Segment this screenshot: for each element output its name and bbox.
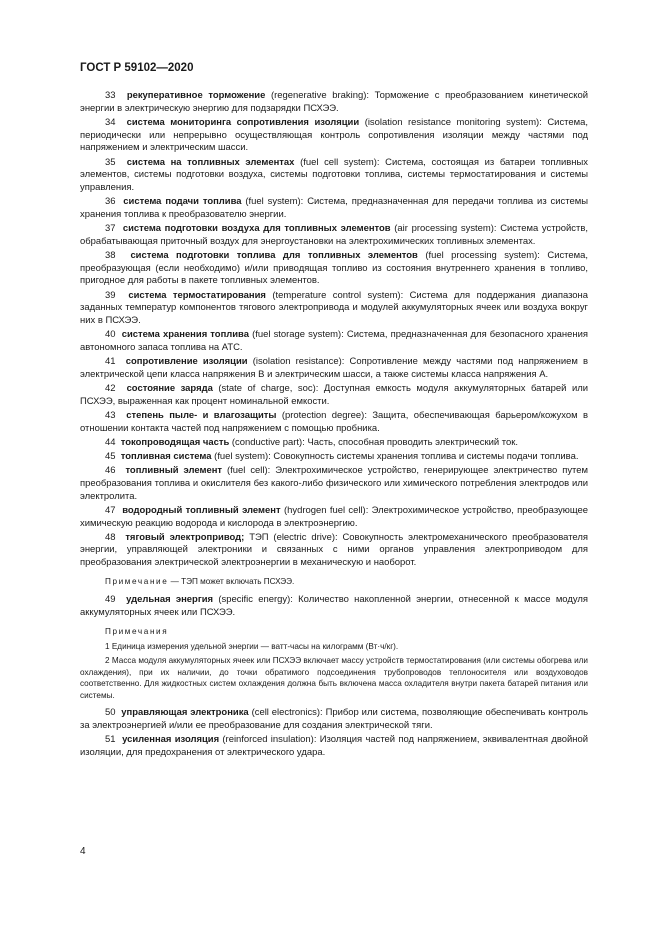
term-name: система подготовки воздуха для топливных элементов	[122, 223, 391, 235]
term-entry-41	[80, 356, 588, 381]
term-name: система подготовки топлива для топливных элементов	[130, 249, 418, 261]
term-name: степень пыле- и влагозащиты	[126, 409, 277, 421]
term-number: 46	[105, 465, 116, 477]
term-name: система хранения топлива	[121, 329, 249, 341]
term-name: водородный топливный элемент	[122, 504, 281, 516]
term-number: 34	[105, 116, 116, 128]
term-definition: (fuel system): Совокупность системы хранения топлива и системы подачи топлива.	[214, 450, 579, 462]
term-definition: (conductive part): Часть, способная проводить электрический ток.	[231, 436, 518, 448]
term-name: топливный элемент	[125, 465, 223, 477]
term-name: тяговый электропривод;	[125, 531, 245, 543]
terms-list-tail	[80, 707, 588, 759]
note-item: 2 Масса модуля аккумуляторных ячеек или ПСХЭЭ включает массу устройств термостатирования (или системы обогрева или охлаждения), при их наличии, до точки обратимого подсоединения трубопроводов теплоносителя или воздуховодов соответственно. Для жидкостных систем охлаждения должна быть включена масса охладителя внутри пакета батарей питания или системы.	[80, 656, 588, 700]
term-entry-35	[80, 157, 588, 195]
note-item: 1 Единица измерения удельной энергии — ватт-часы на килограмм (Вт·ч/кг).	[105, 641, 399, 651]
term-definition: (temperature control system): Система для поддержания диапазона заданных температур компонентов тягового электропривода и модулей аккумуляторных ячеек или воздуха вокруг них в ПСХЭЭ.	[80, 289, 589, 326]
terms-list	[80, 90, 588, 570]
term-number: 33	[105, 90, 116, 101]
term-name: токопроводящая часть	[120, 436, 230, 448]
term-entry-36	[80, 196, 588, 221]
term-definition: (fuel storage system): Система, предназначенная для безопасного хранения автономного запаса топлива на АТС.	[80, 329, 588, 353]
term-name: система мониторинга сопротивления изоляции	[126, 116, 360, 128]
page-number: 4	[80, 846, 86, 857]
term-definition: (isolation resistance): Сопротивление между частями под напряжением в электрической цепи класса напряжения В и электрическим шасси, а также системы класса напряжения А.	[80, 356, 589, 380]
term-definition: (fuel processing system): Система, преобразующая (если необходимо) и/или приводящая топливо из состояния внутреннего хранения в топливо, пригодное для работы в пакете топливных элементов.	[80, 249, 589, 287]
term-entry-37	[80, 223, 588, 248]
term-entry-39	[80, 290, 588, 328]
notes-49	[80, 626, 588, 702]
term-entry-47	[80, 505, 588, 530]
term-name: система подачи топлива	[123, 196, 242, 208]
term-number: 44	[105, 436, 116, 448]
term-name: система на топливных элементах	[126, 156, 295, 168]
term-number: 49	[105, 594, 116, 606]
term-number: 38	[105, 249, 116, 261]
note-label: Примечание	[105, 576, 169, 586]
term-entry-45	[80, 451, 588, 464]
term-entry-43	[80, 410, 588, 435]
document-body	[80, 90, 588, 761]
term-number: 47	[105, 504, 116, 516]
term-name: сопротивление изоляции	[125, 356, 248, 368]
note-text: — ТЭП может включать ПСХЭЭ.	[168, 576, 295, 586]
term-number: 51	[105, 734, 116, 746]
term-definition: (fuel cell): Электрохимическое устройство, генерирующее электричество путем преобразования топлива и окислителя без какого-либо физического или химического потребления электродов или электролита.	[80, 465, 588, 502]
term-name: состояние заряда	[126, 382, 213, 394]
term-name: система термостатирования	[128, 289, 266, 301]
term-definition: ТЭП (electric drive): Совокупность электромеханического преобразователя энергии, управляющей электроники и связанных с ними органов управления электроприводом для преобразования электрической электроэнергии в механическую и наоборот.	[80, 531, 588, 569]
term-name: усиленная изоляция	[122, 734, 220, 746]
term-number: 41	[105, 356, 116, 368]
term-definition: (cell electronics): Прибор или система, позволяющие обеспечивать контроль за электроэнергией и/или ее преобразование для создания электрической тяги.	[80, 707, 589, 731]
term-entry-50	[80, 707, 588, 732]
term-entry-42	[80, 383, 588, 408]
term-entry-48	[80, 532, 588, 570]
term-name: топливная система	[120, 450, 212, 462]
term-number: 50	[105, 707, 116, 719]
term-entry-46	[80, 465, 588, 503]
term-entry-38	[80, 250, 588, 288]
term-name: управляющая электроника	[121, 707, 249, 719]
term-number: 48	[105, 531, 116, 543]
term-entry-51	[80, 734, 588, 759]
note-48	[80, 576, 588, 588]
notes-label: Примечания	[105, 626, 169, 636]
term-number: 39	[105, 289, 116, 301]
term-definition: (reinforced insulation): Изоляция частей под напряжением, эквивалентная двойной изоляции, для предохранения от электрического удара.	[80, 734, 589, 758]
term-name: удельная энергия	[126, 594, 214, 606]
term-number: 43	[105, 409, 116, 421]
term-definition: (specific energy): Количество накопленной энергии, отнесенной к массе модуля аккумуляторных ячеек или ПСХЭЭ.	[80, 594, 588, 619]
term-name: рекуперативное торможение	[126, 90, 266, 101]
term-number: 37	[105, 223, 116, 235]
term-definition: (hydrogen fuel cell): Электрохимическое устройство, преобразующее химическую реакцию водорода и кислорода в электроэнергию.	[80, 504, 588, 529]
term-entry-49	[80, 594, 588, 619]
term-definition: (state of charge, soc): Доступная емкость модуля аккумуляторных батарей или ПСХЭЭ, выраженная как процент номинальной емкости.	[80, 382, 589, 407]
term-definition: (air processing system): Система устройств, обрабатывающая приточный воздух для энергоустановки на электрохимических топливных элементах.	[80, 223, 588, 247]
term-entry-33	[80, 90, 588, 115]
term-definition: (fuel cell system): Система, состоящая из батареи топливных элементов, системы подготовки воздуха, системы подготовки топлива, системы термостатирования и системы управления.	[80, 156, 589, 193]
term-number: 36	[105, 196, 116, 208]
term-number: 40	[105, 329, 116, 341]
term-definition: (protection degree): Защита, обеспечивающая барьером/кожухом в отношении контакта частей под напряжением с помощью пробника.	[80, 409, 588, 434]
term-number: 42	[105, 382, 116, 394]
term-number: 35	[105, 156, 116, 168]
term-entry-44	[80, 437, 588, 450]
term-definition: (isolation resistance monitoring system): Система, периодически или непрерывно осуществляющая контроль сопротивления изоляции между частями под напряжением и электрическим шасси.	[80, 116, 588, 154]
term-entry-34	[80, 117, 588, 155]
term-definition: (regenerative braking): Торможение с преобразованием кинетической энергии в электрическую энергию для подзарядки ПСХЭЭ.	[80, 90, 589, 114]
term-number: 45	[105, 450, 116, 462]
term-definition: (fuel system): Система, предназначенная для передачи топлива из системы хранения топлива к преобразователю энергии.	[80, 196, 588, 220]
document-header: ГОСТ Р 59102—2020	[80, 62, 194, 74]
term-entry-40	[80, 329, 588, 354]
